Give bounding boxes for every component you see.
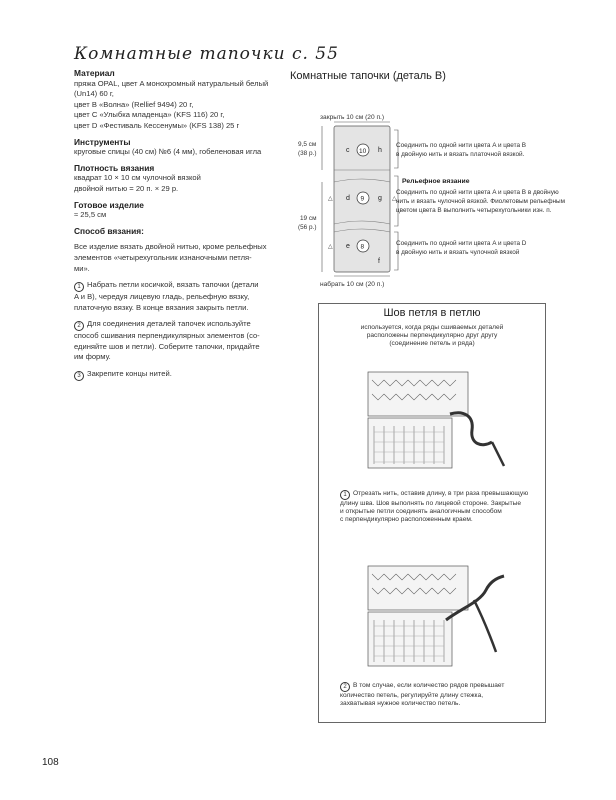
dimension-label: (38 р.) — [298, 150, 317, 157]
seam-step-2 — [340, 682, 530, 708]
gauge-line: квадрат 10 × 10 см чулочной вязкой — [74, 173, 201, 183]
step-line: способ сшивания перпендикулярных элементов (со- — [74, 331, 260, 341]
step-line: Закрепите концы нитей. — [87, 369, 172, 379]
step-line: и открытые петли соединять аналогичным способом — [340, 508, 502, 515]
seam-illustration-2 — [354, 560, 534, 672]
intro-line: Все изделие вязать двойной нитью, кроме рельефных — [74, 242, 267, 252]
page-title: Комнатные тапочки с. 55 — [74, 44, 339, 64]
dimension-label: 9,5 см — [298, 141, 317, 148]
motif-number: 9 — [360, 195, 365, 203]
note-line: в двойную нить и вязать платочной вязкой. — [396, 151, 525, 158]
method-heading: Способ вязания: — [74, 225, 144, 236]
step-line: платочную вязку. В конце вязания закрыть петли. — [74, 302, 249, 312]
seam-step-number-1: 1 — [340, 490, 350, 500]
note-line: цветом цвета B выполнить четырехугольники изн. п. — [396, 207, 552, 214]
step-number-3: 3 — [74, 371, 84, 381]
gauge-line: двойной нитью = 20 п. × 29 р. — [74, 183, 179, 193]
step-1 — [74, 280, 274, 313]
diagram-title: Комнатные тапочки (деталь B) — [290, 70, 446, 82]
yarn-needle-icon — [450, 413, 492, 445]
material-line: цвет B «Волна» (Rellief 9494) 20 г, — [74, 99, 194, 109]
note-line: Соединить по одной нити цвета A и цвета B в двойную — [396, 189, 559, 196]
step-number-2: 2 — [74, 321, 84, 331]
page-number: 108 — [42, 757, 59, 768]
cell-letter-h: h — [378, 147, 382, 154]
intro-line: ми». — [74, 263, 90, 273]
seam-step-number-2: 2 — [340, 682, 350, 692]
motif-number: 10 — [359, 148, 367, 155]
intro-line: элементов «четырехугольник изнаночными петля- — [74, 252, 252, 262]
step-line: захватывая нужное количество петель. — [340, 700, 461, 707]
size-line: ≈ 25,5 см — [74, 210, 107, 220]
size-heading: Готовое изделие — [74, 199, 144, 210]
note-line: Соединить по одной нити цвета A и цвета B — [396, 142, 527, 149]
seam-step-1 — [340, 490, 530, 524]
note-line: Соединить по одной нити цвета A и цвета D — [396, 240, 527, 247]
triangle-marker-icon: △ — [328, 196, 333, 202]
subtitle-line: расположены перпендикулярно друг другу — [366, 332, 498, 339]
cast-on-label: набрать 10 см (20 п.) — [320, 281, 385, 288]
step-line: Для соединения деталей тапочек используйте — [87, 319, 251, 329]
intro-paragraph — [74, 242, 274, 274]
step-number-1: 1 — [74, 282, 84, 292]
material-line: (Un14) 60 г, — [74, 89, 114, 99]
subtitle-line: используется, когда ряды сшиваемых деталей — [360, 324, 504, 331]
tools-heading: Инструменты — [74, 136, 131, 147]
cell-letter-d: d — [346, 195, 350, 202]
seam-title: Шов петля в петлю — [383, 307, 481, 319]
material-list — [74, 79, 274, 132]
step-line: единяйте шов и петли). Соберите тапочки, придайте — [74, 341, 260, 351]
step-line: В том случае, если количество рядов превышает — [353, 682, 505, 689]
step-line: длину шва. Шов выполнять по лицевой стороне. Закрытые — [340, 500, 522, 507]
seam-subtitle — [319, 324, 545, 348]
relief-heading: Рельефное вязание — [402, 178, 470, 185]
step-line: Набрать петли косичкой, вязать тапочки (детали — [87, 280, 259, 290]
material-heading: Материал — [74, 68, 115, 78]
triangle-marker-icon: △ — [392, 196, 397, 202]
subtitle-line: (соединение петель и ряда) — [389, 340, 475, 347]
cast-off-label: закрыть 10 см (20 п.) — [320, 114, 385, 121]
cell-letter-c: c — [346, 147, 350, 154]
step-line: количество петель, регулируйте длину стежка, — [340, 692, 484, 699]
step-2 — [74, 319, 274, 363]
step-line: им форму. — [74, 352, 111, 362]
material-line: цвет C «Улыбка младенца» (KFS 116) 20 г, — [74, 110, 225, 120]
dimension-label: (56 р.) — [298, 224, 317, 231]
tools-line: круговые спицы (40 см) №6 (4 мм), гобеленовая игла — [74, 147, 262, 157]
slipper-diagram — [290, 108, 580, 293]
seam-illustration-1 — [354, 366, 534, 474]
cell-letter-f: f — [378, 258, 380, 265]
motif-number: 8 — [360, 243, 365, 251]
dimension-label: 19 см — [300, 215, 317, 222]
note-line: нить и вязать чулочной вязкой. Фиолетовым рельефным — [396, 198, 566, 205]
step-line: A и B), чередуя лицевую гладь, рельефную вязку, — [74, 292, 250, 302]
step-line: с перпендикулярно расположенным краем. — [340, 516, 473, 523]
note-line: в двойную нить и вязать чулочной вязкой — [396, 249, 520, 256]
triangle-marker-icon: △ — [328, 244, 333, 250]
step-line: Отрезать нить, оставив длину, в три раза превышающую — [353, 490, 529, 497]
material-line: цвет D «Фестиваль Кессенумы» (KFS 138) 25 г — [74, 120, 240, 130]
material-line: пряжа OPAL, цвет A монохромный натуральный белый — [74, 78, 269, 88]
cell-letter-g: g — [378, 195, 382, 202]
cell-letter-e: e — [346, 243, 350, 250]
seam-instructions-box — [318, 303, 546, 723]
gauge-heading: Плотность вязания — [74, 162, 155, 173]
step-3 — [74, 369, 274, 381]
instructions-column — [74, 68, 274, 381]
